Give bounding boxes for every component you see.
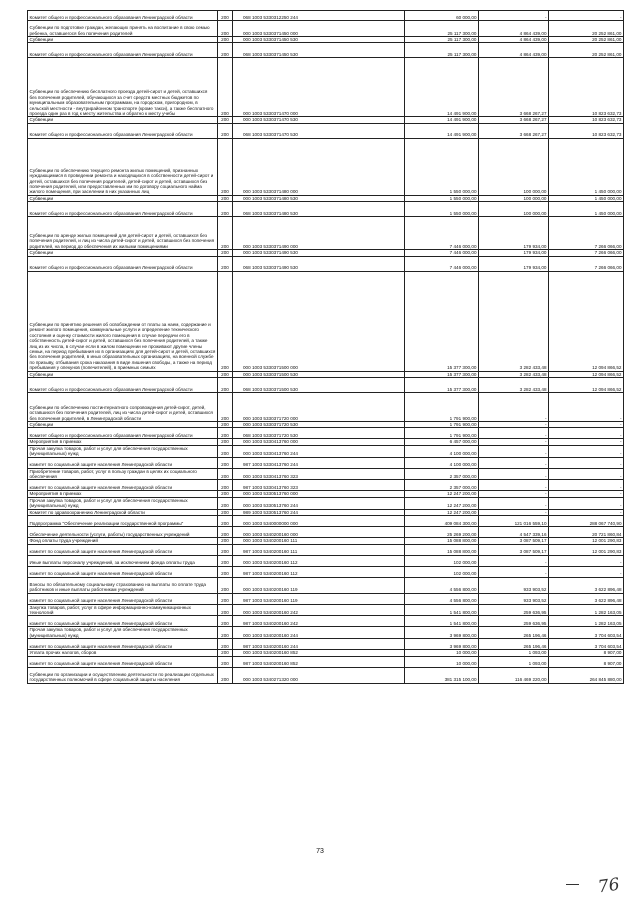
table-row [28, 656, 624, 667]
row-name-cell: Комитет общего и профессионального образования Ленинградской области [28, 43, 218, 58]
row-budget-code-cell: 000 1003 5330371500 000 [233, 271, 405, 371]
row-budget-code-cell: 068 1003 5330371720 530 [233, 428, 405, 439]
row-remaining-cell: - [549, 457, 624, 468]
row-budget-code-cell: 000 1003 5330371480 530 [233, 195, 405, 201]
row-plan-cell: 2 357 000,00 [405, 480, 479, 491]
table-row [28, 217, 624, 250]
row-budget-code-cell: 000 1003 5330371720 530 [233, 422, 405, 428]
row-line-code-cell: 200 [218, 497, 233, 509]
row-remaining-cell: 10 823 632,73 [549, 123, 624, 138]
row-plan-cell: 12 247 200,00 [405, 491, 479, 497]
row-budget-code-cell: 068 1003 5330371470 530 [233, 123, 405, 138]
row-remaining-cell: 12 094 866,52 [549, 371, 624, 377]
row-remaining-cell: 288 067 740,90 [549, 516, 624, 527]
row-executed-cell: - [479, 468, 549, 480]
row-line-code-cell: 200 [218, 250, 233, 256]
row-remaining-cell: - [549, 509, 624, 515]
row-name-cell: Прочая закупка товаров, работ и услуг для обеспечения государственных (муниципальных) нужд [28, 445, 218, 457]
row-line-code-cell: 200 [218, 604, 233, 616]
row-plan-cell: 25 117 300,00 [405, 43, 479, 58]
table-body [28, 11, 624, 684]
row-budget-code-cell: 068 1003 5330371480 530 [233, 202, 405, 217]
row-line-code-cell: 200 [218, 138, 233, 195]
row-line-code-cell: 200 [218, 491, 233, 497]
row-name-cell: комитет по социальной защите населения Ленинградской области [28, 656, 218, 667]
row-name-cell: Субвенции по аренде жилых помещений для детей-сирот и детей, оставшихся без попечения родителей, и лиц из числа детей-сирот и детей, оставшихся без попечения родителей, на период до обеспечения их жилыми помещениями [28, 217, 218, 250]
row-line-code-cell: 200 [218, 11, 233, 21]
row-remaining-cell: 3 704 603,54 [549, 627, 624, 639]
row-plan-cell: 15 377 300,00 [405, 371, 479, 377]
handwritten-dash [566, 884, 579, 885]
row-budget-code-cell: 987 1003 5330413760 323 [233, 480, 405, 491]
row-line-code-cell: 200 [218, 195, 233, 201]
row-plan-cell: 12 247 200,00 [405, 497, 479, 509]
row-line-code-cell: 200 [218, 544, 233, 555]
row-budget-code-cell: 000 1003 5330371480 000 [233, 138, 405, 195]
table-row [28, 616, 624, 627]
row-executed-cell: 933 903,52 [479, 577, 549, 593]
row-remaining-cell: 3 622 896,48 [549, 593, 624, 604]
row-executed-cell: 3 282 433,48 [479, 378, 549, 393]
row-remaining-cell: 1 450 000,00 [549, 202, 624, 217]
row-budget-code-cell: 000 1003 5330413760 323 [233, 468, 405, 480]
row-budget-code-cell: 000 1003 5330371490 530 [233, 250, 405, 256]
row-budget-code-cell: 987 1003 5340200160 244 [233, 639, 405, 650]
row-executed-cell: 4 864 439,00 [479, 43, 549, 58]
row-executed-cell: 4 864 439,00 [479, 37, 549, 43]
row-name-cell: комитет по социальной защите населения Ленинградской области [28, 616, 218, 627]
row-line-code-cell: 200 [218, 123, 233, 138]
row-executed-cell: - [479, 457, 549, 468]
row-name-cell: Комитет по здравоохранению Ленинградской области [28, 509, 218, 515]
row-remaining-cell: - [549, 497, 624, 509]
row-budget-code-cell: 000 1003 5340271320 000 [233, 667, 405, 683]
row-executed-cell: 3 282 433,48 [479, 271, 549, 371]
row-executed-cell: 3 668 267,27 [479, 117, 549, 123]
row-plan-cell: 25 117 300,00 [405, 21, 479, 37]
row-budget-code-cell: 000 1003 5340000000 000 [233, 516, 405, 527]
table-row [28, 527, 624, 538]
row-executed-cell: 3 282 433,48 [479, 371, 549, 377]
table-row [28, 639, 624, 650]
row-plan-cell: 4 100 000,00 [405, 457, 479, 468]
row-remaining-cell: - [549, 422, 624, 428]
table-row [28, 544, 624, 555]
row-line-code-cell: 200 [218, 422, 233, 428]
table-row [28, 566, 624, 577]
row-plan-cell: 1 541 800,00 [405, 604, 479, 616]
row-name-cell: Субвенции [28, 37, 218, 43]
row-executed-cell: 1 093,00 [479, 650, 549, 656]
row-line-code-cell: 200 [218, 516, 233, 527]
row-plan-cell: 14 491 900,00 [405, 123, 479, 138]
row-name-cell: Комитет общего и профессионального образования Ленинградской области [28, 428, 218, 439]
row-budget-code-cell: 000 1003 5330371470 000 [233, 58, 405, 117]
row-budget-code-cell: 068 1003 5330371500 530 [233, 378, 405, 393]
table-row [28, 271, 624, 371]
row-line-code-cell: 200 [218, 202, 233, 217]
row-plan-cell: 4 100 000,00 [405, 445, 479, 457]
row-budget-code-cell: 000 1003 5330413760 000 [233, 439, 405, 445]
row-line-code-cell: 200 [218, 527, 233, 538]
row-name-cell: Субвенции по подготовке граждан, желающих принять на воспитание в свою семью ребенка, оставшегося без попечения родителей [28, 21, 218, 37]
row-plan-cell: 4 556 800,00 [405, 593, 479, 604]
row-budget-code-cell: 000 1003 5340200160 119 [233, 577, 405, 593]
table-row [28, 457, 624, 468]
row-budget-code-cell: 989 1003 5330513760 244 [233, 509, 405, 515]
row-line-code-cell: 200 [218, 639, 233, 650]
row-name-cell: Прочая закупка товаров, работ и услуг для обеспечения государственных (муниципальных) нужд [28, 497, 218, 509]
row-budget-code-cell: 000 1003 5330371450 000 [233, 21, 405, 37]
table-row [28, 378, 624, 393]
row-remaining-cell: 8 907,00 [549, 650, 624, 656]
row-remaining-cell: 7 266 066,00 [549, 256, 624, 271]
table-row [28, 497, 624, 509]
row-plan-cell: 7 446 000,00 [405, 250, 479, 256]
row-remaining-cell: 1 450 000,00 [549, 195, 624, 201]
row-executed-cell: 3 087 509,17 [479, 544, 549, 555]
table-row [28, 604, 624, 616]
table-row [28, 21, 624, 37]
table-row [28, 468, 624, 480]
row-name-cell: Субвенции по принятию решения об освобождении от платы за наем, содержание и ремонт жилого помещения, коммунальные услуги и определение технического состояния и оценку стоимости жилого помещения в случае передачи его в собственность детей-сирот и детей, оставшихся без попечения родителей, а также лиц из их числа, в случае если в жилом помещении не проживают другие члены семьи, на период пребывания их в организациях для детей-сирот и детей, оставшихся без попечения родителей, в иных образовательных организациях, на военной службе по призыву, отбывания срока наказания в виде лишения свободы, а также на период пребывания у опекунов (попечителей), в приемных семьях [28, 271, 218, 371]
table-row [28, 593, 624, 604]
row-plan-cell: 25 117 300,00 [405, 37, 479, 43]
row-remaining-cell: - [549, 566, 624, 577]
row-executed-cell: - [479, 497, 549, 509]
row-remaining-cell: 10 823 632,73 [549, 58, 624, 117]
row-line-code-cell: 200 [218, 271, 233, 371]
row-budget-code-cell: 987 1003 5330413760 244 [233, 457, 405, 468]
row-plan-cell: 1 791 900,00 [405, 393, 479, 422]
row-line-code-cell: 200 [218, 509, 233, 515]
row-remaining-cell: 3 622 896,48 [549, 577, 624, 593]
handwritten-page-mark: 76 [596, 874, 621, 898]
row-plan-cell: 3 969 800,00 [405, 639, 479, 650]
row-budget-code-cell: 000 1003 5330371470 530 [233, 117, 405, 123]
row-line-code-cell: 200 [218, 117, 233, 123]
row-line-code-cell: 200 [218, 457, 233, 468]
page-number: 73 [316, 848, 324, 855]
row-plan-cell: 409 084 300,00 [405, 516, 479, 527]
row-plan-cell: 14 491 900,00 [405, 117, 479, 123]
row-remaining-cell: - [549, 439, 624, 445]
row-line-code-cell: 200 [218, 593, 233, 604]
table-row [28, 577, 624, 593]
row-executed-cell: - [479, 480, 549, 491]
row-plan-cell: 1 550 000,00 [405, 202, 479, 217]
table-row [28, 202, 624, 217]
table-row [28, 480, 624, 491]
row-executed-cell: 3 668 267,27 [479, 123, 549, 138]
row-executed-cell: 259 636,95 [479, 604, 549, 616]
row-line-code-cell: 200 [218, 217, 233, 250]
row-budget-code-cell: 987 1003 5340200160 111 [233, 544, 405, 555]
row-line-code-cell: 200 [218, 37, 233, 43]
row-executed-cell: 3 668 267,27 [479, 58, 549, 117]
row-name-cell: комитет по социальной защите населения Ленинградской области [28, 544, 218, 555]
row-executed-cell: - [479, 439, 549, 445]
row-remaining-cell: 7 266 066,00 [549, 217, 624, 250]
row-name-cell: Субвенции [28, 371, 218, 377]
table-row [28, 256, 624, 271]
row-budget-code-cell: 000 1003 5330371490 000 [233, 217, 405, 250]
row-plan-cell: 10 000,00 [405, 656, 479, 667]
budget-execution-table [27, 10, 624, 684]
row-executed-cell: - [479, 509, 549, 515]
row-line-code-cell: 200 [218, 439, 233, 445]
row-remaining-cell: 20 252 861,00 [549, 43, 624, 58]
row-budget-code-cell: 000 1003 5330513760 000 [233, 491, 405, 497]
row-name-cell: Взносы по обязательному социальному страхованию на выплаты по оплате труда работников и иные выплаты работникам учреждений [28, 577, 218, 593]
table-row [28, 123, 624, 138]
row-plan-cell: 15 088 800,00 [405, 538, 479, 544]
row-plan-cell: 15 088 800,00 [405, 544, 479, 555]
row-executed-cell: - [479, 555, 549, 566]
row-plan-cell: 3 969 800,00 [405, 627, 479, 639]
row-plan-cell: 15 377 300,00 [405, 271, 479, 371]
row-name-cell: комитет по социальной защите населения Ленинградской области [28, 480, 218, 491]
row-name-cell: комитет по социальной защите населения Ленинградской области [28, 457, 218, 468]
row-name-cell: Комитет общего и профессионального образования Ленинградской области [28, 256, 218, 271]
row-executed-cell: 259 636,95 [479, 616, 549, 627]
row-executed-cell: - [479, 11, 549, 21]
row-plan-cell: 15 377 300,00 [405, 378, 479, 393]
row-remaining-cell: - [549, 393, 624, 422]
row-executed-cell: 265 196,46 [479, 639, 549, 650]
row-line-code-cell: 200 [218, 555, 233, 566]
table-row [28, 627, 624, 639]
row-line-code-cell: 200 [218, 616, 233, 627]
row-plan-cell: 6 457 000,00 [405, 439, 479, 445]
row-remaining-cell: 10 823 632,73 [549, 117, 624, 123]
row-line-code-cell: 200 [218, 43, 233, 58]
row-line-code-cell: 200 [218, 393, 233, 422]
row-executed-cell: 179 934,00 [479, 256, 549, 271]
row-executed-cell: - [479, 445, 549, 457]
row-budget-code-cell: 987 1003 5340200160 119 [233, 593, 405, 604]
row-budget-code-cell: 987 1003 5340200160 852 [233, 656, 405, 667]
row-executed-cell: - [479, 422, 549, 428]
row-executed-cell: 265 196,46 [479, 627, 549, 639]
row-remaining-cell: 3 704 603,54 [549, 639, 624, 650]
row-plan-cell: 12 247 200,00 [405, 509, 479, 515]
row-line-code-cell: 200 [218, 371, 233, 377]
row-budget-code-cell: 000 1003 5330371450 530 [233, 37, 405, 43]
row-executed-cell: 100 000,00 [479, 138, 549, 195]
row-plan-cell: 102 000,00 [405, 566, 479, 577]
row-executed-cell: - [479, 566, 549, 577]
row-remaining-cell: 12 094 866,52 [549, 271, 624, 371]
table-row [28, 428, 624, 439]
row-budget-code-cell: 987 1003 5340200160 112 [233, 566, 405, 577]
table-row [28, 58, 624, 117]
row-budget-code-cell: 000 1003 5340200160 000 [233, 527, 405, 538]
row-remaining-cell: - [549, 491, 624, 497]
row-plan-cell: 60 000,00 [405, 11, 479, 21]
row-name-cell: Приобретение товаров, работ, услуг в пользу граждан в целях их социального обеспечения [28, 468, 218, 480]
row-name-cell: Прочая закупка товаров, работ и услуг для обеспечения государственных (муниципальных) нужд [28, 627, 218, 639]
row-remaining-cell: 264 845 880,00 [549, 667, 624, 683]
row-name-cell: Фонд оплаты труда учреждений [28, 538, 218, 544]
row-plan-cell: 1 550 000,00 [405, 138, 479, 195]
row-remaining-cell: 20 252 861,00 [549, 21, 624, 37]
row-plan-cell: 7 446 000,00 [405, 256, 479, 271]
row-executed-cell: 933 903,52 [479, 593, 549, 604]
row-remaining-cell: 20 721 860,84 [549, 527, 624, 538]
table-row [28, 445, 624, 457]
table-row [28, 667, 624, 683]
row-executed-cell: 3 087 509,17 [479, 538, 549, 544]
row-executed-cell: - [479, 428, 549, 439]
row-remaining-cell: - [549, 468, 624, 480]
row-line-code-cell: 200 [218, 538, 233, 544]
row-executed-cell: 179 934,00 [479, 217, 549, 250]
row-budget-code-cell: 068 1003 5330312250 244 [233, 11, 405, 21]
row-name-cell: Обеспечение деятельности (услуги, работы) государственных учреждений [28, 527, 218, 538]
row-line-code-cell: 200 [218, 656, 233, 667]
row-line-code-cell: 200 [218, 256, 233, 271]
row-budget-code-cell: 000 1003 5330413760 244 [233, 445, 405, 457]
row-executed-cell: 116 469 220,00 [479, 667, 549, 683]
row-executed-cell: - [479, 393, 549, 422]
row-remaining-cell: - [549, 445, 624, 457]
row-remaining-cell: 8 907,00 [549, 656, 624, 667]
row-remaining-cell: 7 266 066,00 [549, 250, 624, 256]
row-budget-code-cell: 000 1003 5330371500 530 [233, 371, 405, 377]
row-line-code-cell: 200 [218, 577, 233, 593]
row-name-cell: Комитет общего и профессионального образования Ленинградской области [28, 11, 218, 21]
row-name-cell: Субвенции по обеспечению текущего ремонта жилых помещений, признанных нуждающимися в проведении ремонта и находящихся в собственности детей-сирот и детей, оставшихся без попечения родителей, детей-сирот и детей, оставшихся без попечения родителей, или предоставленных им по договору социального найма жилого помещения, при заселении в них указанных лиц [28, 138, 218, 195]
row-name-cell: Уплата прочих налогов, сборов [28, 650, 218, 656]
row-name-cell: Подпрограмма "Обеспечение реализации государственной программы" [28, 516, 218, 527]
row-name-cell: комитет по социальной защите населения Ленинградской области [28, 593, 218, 604]
row-line-code-cell: 200 [218, 58, 233, 117]
row-name-cell: Комитет общего и профессионального образования Ленинградской области [28, 378, 218, 393]
row-executed-cell: - [479, 491, 549, 497]
row-budget-code-cell: 000 1003 5340200160 852 [233, 650, 405, 656]
row-plan-cell: 25 269 200,00 [405, 527, 479, 538]
row-name-cell: комитет по социальной защите населения Ленинградской области [28, 639, 218, 650]
row-name-cell: Комитет общего и профессионального образования Ленинградской области [28, 123, 218, 138]
row-name-cell: Иные выплаты персоналу учреждений, за исключением фонда оплаты труда [28, 555, 218, 566]
row-line-code-cell: 200 [218, 627, 233, 639]
row-executed-cell: 4 864 439,00 [479, 21, 549, 37]
row-budget-code-cell: 000 1003 5330513760 244 [233, 497, 405, 509]
row-name-cell: Субвенции [28, 250, 218, 256]
row-budget-code-cell: 000 1003 5340200160 112 [233, 555, 405, 566]
row-budget-code-cell: 068 1003 5330371490 530 [233, 256, 405, 271]
row-name-cell: Субвенции [28, 195, 218, 201]
row-remaining-cell: 1 282 163,05 [549, 616, 624, 627]
row-executed-cell: 4 547 339,16 [479, 527, 549, 538]
row-plan-cell: 381 315 100,00 [405, 667, 479, 683]
table-row [28, 138, 624, 195]
row-plan-cell: 1 550 000,00 [405, 195, 479, 201]
table-row [28, 555, 624, 566]
row-remaining-cell: 20 252 861,00 [549, 37, 624, 43]
row-budget-code-cell: 068 1003 5330371450 530 [233, 43, 405, 58]
row-budget-code-cell: 000 1003 5340200160 244 [233, 627, 405, 639]
row-plan-cell: 102 000,00 [405, 555, 479, 566]
row-line-code-cell: 200 [218, 650, 233, 656]
row-executed-cell: 121 016 559,10 [479, 516, 549, 527]
row-line-code-cell: 200 [218, 445, 233, 457]
row-plan-cell: 1 791 900,00 [405, 422, 479, 428]
row-line-code-cell: 200 [218, 468, 233, 480]
row-line-code-cell: 200 [218, 428, 233, 439]
row-line-code-cell: 200 [218, 378, 233, 393]
row-plan-cell: 2 357 000,00 [405, 468, 479, 480]
row-plan-cell: 14 491 900,00 [405, 58, 479, 117]
row-name-cell: комитет по социальной защите населения Ленинградской области [28, 566, 218, 577]
row-line-code-cell: 200 [218, 21, 233, 37]
row-name-cell: Мероприятия в приемах [28, 491, 218, 497]
row-plan-cell: 10 000,00 [405, 650, 479, 656]
row-remaining-cell: 1 450 000,00 [549, 138, 624, 195]
row-line-code-cell: 200 [218, 480, 233, 491]
row-line-code-cell: 200 [218, 566, 233, 577]
row-plan-cell: 1 541 800,00 [405, 616, 479, 627]
row-remaining-cell: - [549, 555, 624, 566]
row-name-cell: Мероприятия в приемах [28, 439, 218, 445]
row-line-code-cell: 200 [218, 667, 233, 683]
row-executed-cell: 1 093,00 [479, 656, 549, 667]
row-remaining-cell: 12 001 290,83 [549, 544, 624, 555]
row-name-cell: Субвенции [28, 117, 218, 123]
row-name-cell: Комитет общего и профессионального образования Ленинградской области [28, 202, 218, 217]
row-plan-cell: 1 791 900,00 [405, 428, 479, 439]
table-row [28, 11, 624, 21]
row-name-cell: Субвенции [28, 422, 218, 428]
row-budget-code-cell: 987 1003 5340200160 242 [233, 616, 405, 627]
row-name-cell: Субвенции по обеспечению постинтернатного сопровождения детей-сирот, детей, оставшихся без попечения родителей, лиц из числа детей-сирот и детей, оставшихся без попечения родителей, в Ленинградской области [28, 393, 218, 422]
table-row [28, 516, 624, 527]
row-budget-code-cell: 000 1003 5340200160 111 [233, 538, 405, 544]
row-executed-cell: 100 000,00 [479, 202, 549, 217]
row-remaining-cell: 12 094 866,52 [549, 378, 624, 393]
table-row [28, 393, 624, 422]
row-name-cell: Субвенции по обеспечению бесплатного проезда детей-сирот и детей, оставшихся без попечения родителей, обучающихся за счет средств местных бюджетов по муниципальным образовательным программам, на городском, пригородном, в сельской местности - внутрирайонном транспорте (кроме такси), а также бесплатного проезда один раз в год к месту жительства и обратно к месту учебы [28, 58, 218, 117]
row-remaining-cell: 1 282 163,05 [549, 604, 624, 616]
row-plan-cell: 7 446 000,00 [405, 217, 479, 250]
row-remaining-cell: - [549, 480, 624, 491]
row-plan-cell: 4 556 800,00 [405, 577, 479, 593]
row-executed-cell: 179 934,00 [479, 250, 549, 256]
row-remaining-cell: - [549, 11, 624, 21]
row-budget-code-cell: 000 1003 5330371720 000 [233, 393, 405, 422]
row-executed-cell: 100 000,00 [479, 195, 549, 201]
row-budget-code-cell: 000 1003 5340200160 242 [233, 604, 405, 616]
row-name-cell: Субвенции по организации и осуществлению деятельности по реализации отдельных государственных полномочий в сфере социальной защиты населения [28, 667, 218, 683]
row-name-cell: Закупка товаров, работ, услуг в сфере информационно-коммуникационных технологий [28, 604, 218, 616]
table-row [28, 43, 624, 58]
row-remaining-cell: - [549, 428, 624, 439]
row-remaining-cell: 12 001 290,83 [549, 538, 624, 544]
